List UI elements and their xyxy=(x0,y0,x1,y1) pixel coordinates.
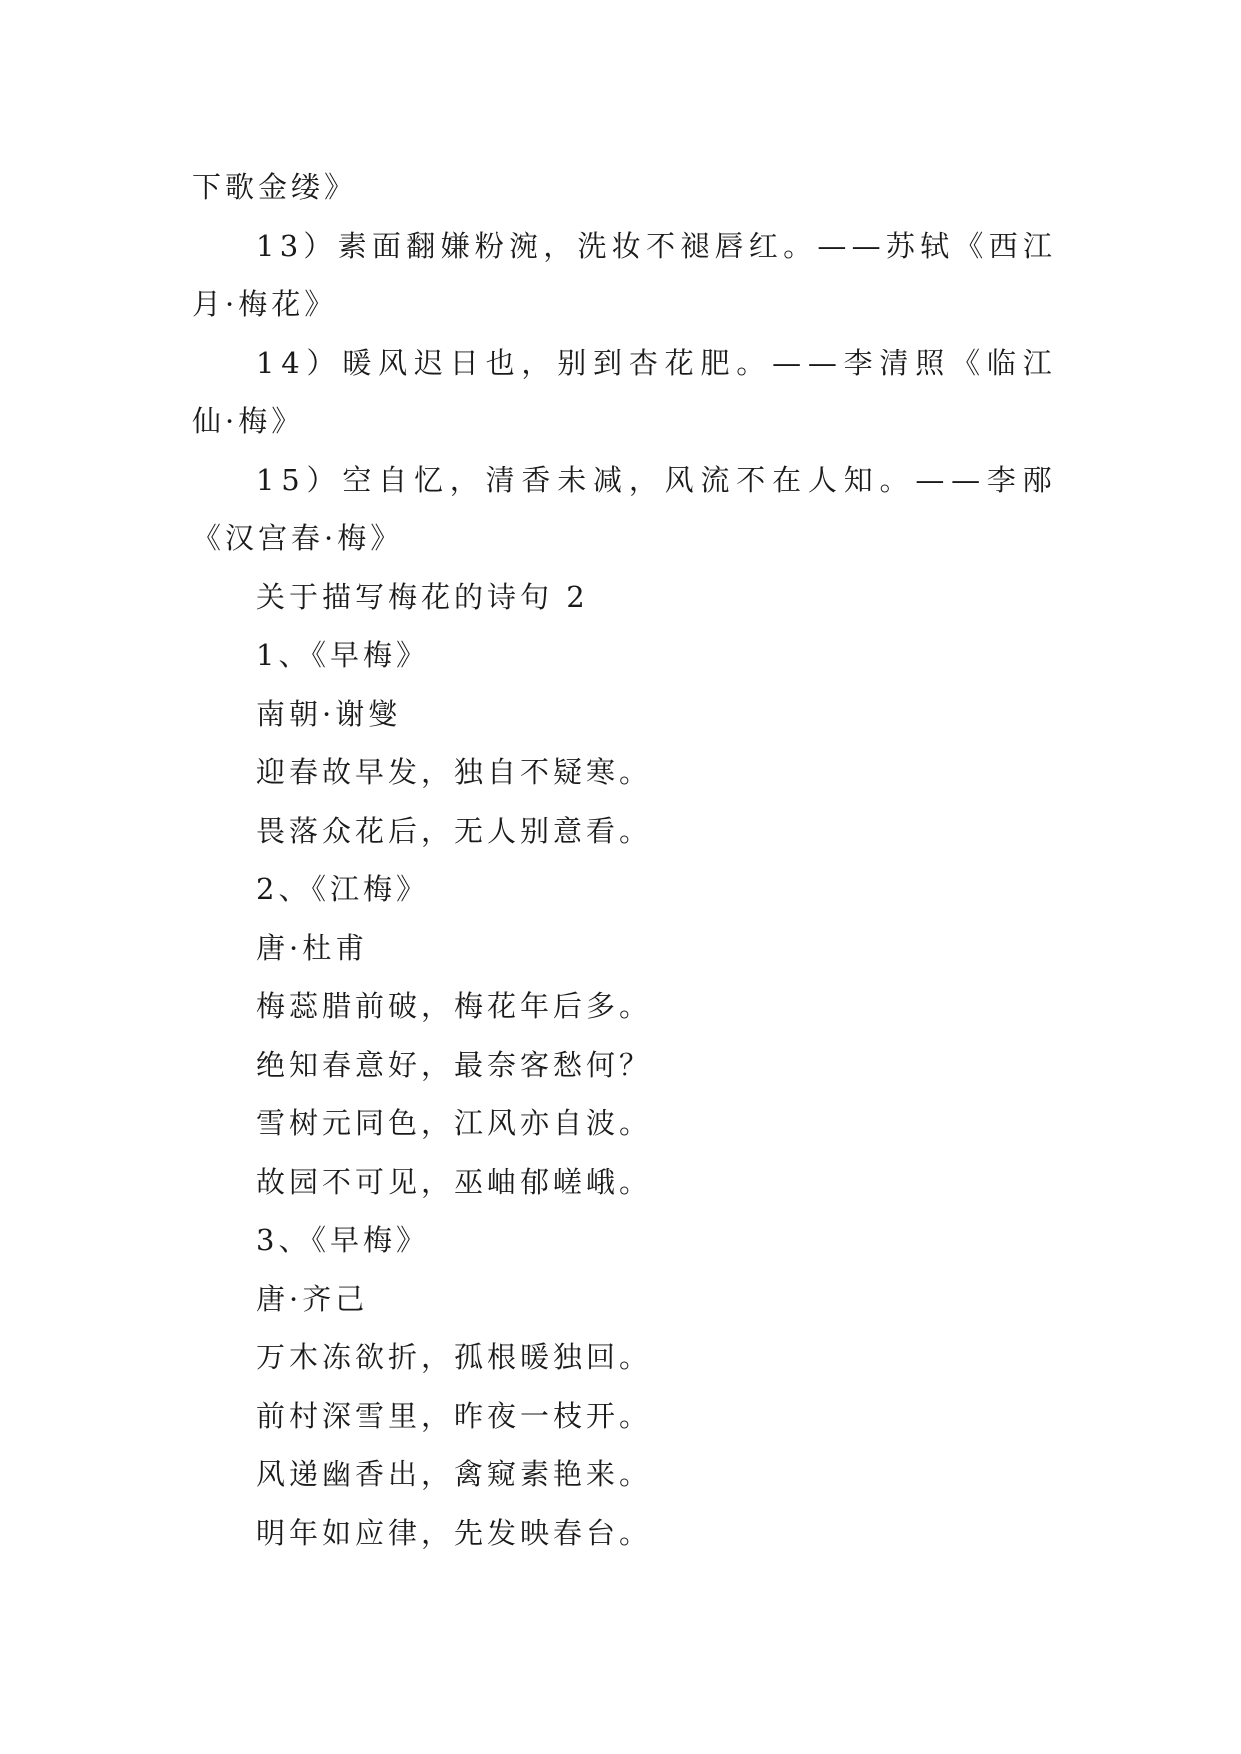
text-char: 江 xyxy=(1022,228,1052,263)
text-line: 3、《早梅》 xyxy=(256,1223,429,1257)
text-char: — xyxy=(807,345,837,380)
text-char: — xyxy=(817,228,847,263)
text-char: 翻 xyxy=(406,228,436,263)
text-char: 别 xyxy=(557,345,587,380)
text-line: 南朝·谢燮 xyxy=(256,696,402,731)
text-line: 畏落众花后，无人别意看。 xyxy=(256,813,653,848)
text-char: ） xyxy=(306,462,336,497)
text-char: 日 xyxy=(449,345,479,380)
text-char: 1 xyxy=(256,345,275,380)
text-char: 江 xyxy=(1022,345,1052,380)
text-char: 西 xyxy=(988,228,1018,263)
text-line: 1、《早梅》 xyxy=(256,638,429,672)
text-char: 4 xyxy=(281,345,300,380)
text-char: ） xyxy=(306,345,336,380)
text-char: 空 xyxy=(342,462,372,497)
text-line xyxy=(192,451,1052,510)
text-line: 梅蕊腊前破，梅花年后多。 xyxy=(256,989,653,1023)
text-char: ， xyxy=(628,462,658,497)
text-char: 粉 xyxy=(474,228,504,263)
text-char: 照 xyxy=(915,345,945,380)
text-line: 明年如应律，先发映春台。 xyxy=(256,1515,653,1550)
text-line: 绝知春意好，最奈客愁何？ xyxy=(256,1047,653,1082)
text-char: 临 xyxy=(986,345,1016,380)
text-char: 知 xyxy=(843,462,873,497)
text-char: ） xyxy=(303,228,333,263)
text-char: — xyxy=(951,462,981,497)
text-char: 减 xyxy=(593,462,623,497)
text-char: 《 xyxy=(954,228,984,263)
text-line: 雪树元同色，江风亦自波。 xyxy=(256,1106,653,1140)
text-char: 流 xyxy=(700,462,730,497)
text-line: 万木冻欲折，孤根暖独回。 xyxy=(256,1340,653,1374)
text-char: 面 xyxy=(371,228,401,263)
text-char: ， xyxy=(543,228,573,263)
text-char: — xyxy=(851,228,881,263)
text-char: 邴 xyxy=(1022,462,1052,497)
text-char: 花 xyxy=(664,345,694,380)
text-line: 前村深雪里，昨夜一枝开。 xyxy=(256,1398,653,1433)
text-char: 清 xyxy=(879,345,909,380)
text-line: 月·梅花》 xyxy=(192,287,338,321)
text-char: 。 xyxy=(783,228,813,263)
text-char: 李 xyxy=(986,462,1016,497)
text-char: 风 xyxy=(664,462,694,497)
text-char: 1 xyxy=(256,462,275,497)
text-char: 素 xyxy=(337,228,367,263)
text-char: 忆 xyxy=(413,462,443,497)
text-line xyxy=(192,334,1052,393)
text-char: 李 xyxy=(843,345,873,380)
text-line: 迎春故早发，独自不疑寒。 xyxy=(256,755,653,789)
text-char: 。 xyxy=(879,462,909,497)
text-char: 3 xyxy=(279,228,299,263)
text-char: 人 xyxy=(807,462,837,497)
text-line: 唐·杜甫 xyxy=(256,930,369,965)
text-char: 清 xyxy=(485,462,515,497)
text-char: 风 xyxy=(378,345,408,380)
text-line: 风递幽香出，禽窥素艳来。 xyxy=(256,1457,653,1491)
text-char: 苏 xyxy=(885,228,915,263)
text-char: 洗 xyxy=(577,228,607,263)
text-char: 轼 xyxy=(920,228,950,263)
text-char: — xyxy=(915,462,945,497)
text-char: 5 xyxy=(281,462,300,497)
text-char: 到 xyxy=(593,345,623,380)
text-line: 2、《江梅》 xyxy=(256,872,429,906)
text-line: 关于描写梅花的诗句 2 xyxy=(256,579,589,614)
text-char: 妆 xyxy=(611,228,641,263)
text-char: 也 xyxy=(485,345,515,380)
text-char: 暖 xyxy=(342,345,372,380)
text-char: 肥 xyxy=(700,345,730,380)
text-char: 。 xyxy=(736,345,766,380)
text-char: 1 xyxy=(256,228,275,263)
text-char: 自 xyxy=(378,462,408,497)
text-line: 《汉宫春·梅》 xyxy=(192,521,404,555)
text-char: 涴 xyxy=(509,228,539,263)
text-char: 红 xyxy=(748,228,778,263)
text-char: 不 xyxy=(736,462,766,497)
text-line: 仙·梅》 xyxy=(192,404,305,438)
text-char: 杏 xyxy=(628,345,658,380)
text-line: 故园不可见，巫岫郁嵯峨。 xyxy=(256,1164,653,1199)
text-char: 褪 xyxy=(680,228,710,263)
text-char: 迟 xyxy=(413,345,443,380)
text-line: 下歌金缕》 xyxy=(192,170,358,204)
text-char: 《 xyxy=(951,345,981,380)
text-char: 嫌 xyxy=(440,228,470,263)
text-char: 唇 xyxy=(714,228,744,263)
document-body xyxy=(192,158,1052,1562)
text-line: 唐·齐己 xyxy=(256,1281,369,1316)
text-char: 不 xyxy=(646,228,676,263)
text-char: 未 xyxy=(557,462,587,497)
text-char: ， xyxy=(449,462,479,497)
text-line xyxy=(192,217,1052,276)
text-char: 在 xyxy=(772,462,802,497)
text-char: 香 xyxy=(521,462,551,497)
text-char: ， xyxy=(521,345,551,380)
text-char: — xyxy=(772,345,802,380)
